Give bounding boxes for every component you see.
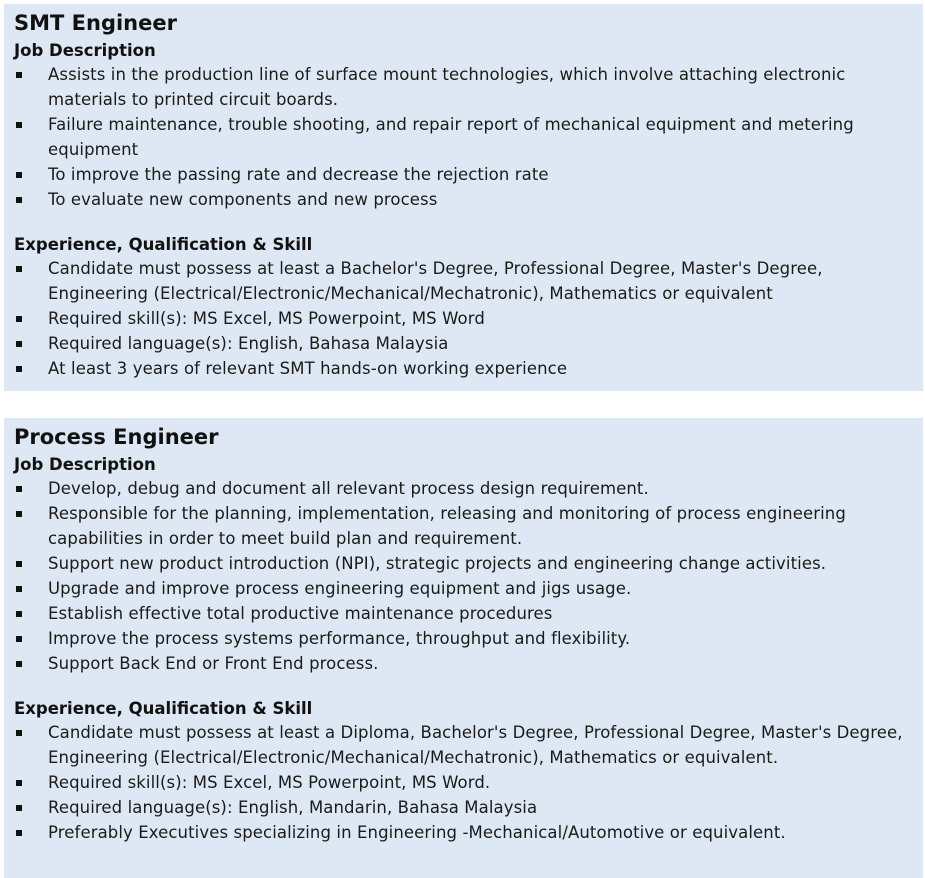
job-description-heading: Job Description xyxy=(14,455,156,474)
list-item: Upgrade and improve process engineering equipment and jigs usage. xyxy=(14,576,913,601)
list-item: Required language(s): English, Mandarin, Bahasa Malaysia xyxy=(14,795,913,820)
list-item: To evaluate new components and new process xyxy=(14,187,913,212)
job-title: Process Engineer xyxy=(14,425,219,449)
list-item: Required skill(s): MS Excel, MS Powerpoint, MS Word. xyxy=(14,770,913,795)
list-item: Responsible for the planning, implementation, releasing and monitoring of process engineering capabilities in order to meet build plan and requirement. xyxy=(14,501,913,551)
experience-heading: Experience, Qualification & Skill xyxy=(14,235,313,254)
job-card-process-engineer xyxy=(4,418,923,878)
job-card-smt-engineer xyxy=(4,4,923,391)
experience-list xyxy=(14,256,913,381)
job-description-list xyxy=(14,62,913,212)
list-item: To improve the passing rate and decrease the rejection rate xyxy=(14,162,913,187)
list-item: Establish effective total productive maintenance procedures xyxy=(14,601,913,626)
list-item: Candidate must possess at least a Diploma, Bachelor's Degree, Professional Degree, Master's Degree, Engineering (Electrical/Electronic/Mechanical/Mechatronic), Mathematics or equivalent. xyxy=(14,720,913,770)
list-item: Support new product introduction (NPI), strategic projects and engineering change activities. xyxy=(14,551,913,576)
experience-heading: Experience, Qualification & Skill xyxy=(14,699,313,718)
list-item: Improve the process systems performance, throughput and flexibility. xyxy=(14,626,913,651)
experience-list xyxy=(14,720,913,845)
job-description-heading: Job Description xyxy=(14,41,156,60)
list-item: Failure maintenance, trouble shooting, and repair report of mechanical equipment and metering equipment xyxy=(14,112,913,162)
list-item: Candidate must possess at least a Bachelor's Degree, Professional Degree, Master's Degree, Engineering (Electrical/Electronic/Mechanical/Mechatronic), Mathematics or equivalent xyxy=(14,256,913,306)
list-item: Assists in the production line of surface mount technologies, which involve attaching electronic materials to printed circuit boards. xyxy=(14,62,913,112)
list-item: At least 3 years of relevant SMT hands-on working experience xyxy=(14,356,913,381)
list-item: Preferably Executives specializing in Engineering -Mechanical/Automotive or equivalent. xyxy=(14,820,913,845)
job-title: SMT Engineer xyxy=(14,11,177,35)
list-item: Develop, debug and document all relevant process design requirement. xyxy=(14,476,913,501)
list-item: Support Back End or Front End process. xyxy=(14,651,913,676)
job-description-list xyxy=(14,476,913,676)
list-item: Required language(s): English, Bahasa Malaysia xyxy=(14,331,913,356)
list-item: Required skill(s): MS Excel, MS Powerpoint, MS Word xyxy=(14,306,913,331)
